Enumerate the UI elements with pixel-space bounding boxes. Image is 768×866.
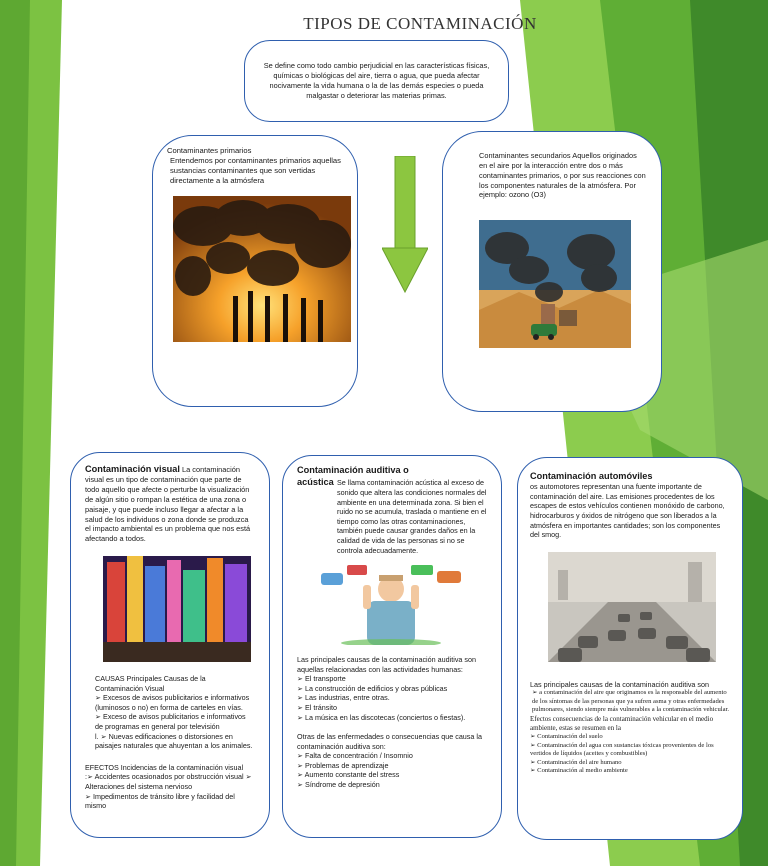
definition-text: Se define como todo cambio perjudicial en las características físicas, químicas o biológicas del aire, tierra o agua, que pueda afectar nocivamente la vida humana o la de las demás especies o pueda malgastar o deteriorar las materias primas. [263, 61, 490, 100]
visual-effects-title: EFECTOS Incidencias de la contaminación visual [85, 762, 244, 772]
visual-pollution-intro: La contaminación visual es un tipo de contaminación que parte de todo aquello que afecte o perturbe la visualización de algún sitio o rompan la estética de una zona o paisaje, y que puede incluso llegar a afectar a la salud de los individuos o zona donde se produzca el impacto ambiental es un problema que nos está afectando a todos. [85, 465, 251, 544]
secondary-pollutants-text: Contaminantes secundarios Aquellos originados en el aire por la interacción entre dos o más contaminantes primarios, o por sus reacciones con los componentes naturales de la atmósfera. Por ejemplo: ozono (O3) [479, 151, 646, 200]
visual-intro-block [85, 463, 255, 544]
list-item: ➢ La construcción de edificios y obras públicas [297, 683, 448, 693]
page-title: TIPOS DE CONTAMINACIÓN [303, 14, 537, 33]
visual-pollution-box [70, 452, 270, 838]
visual-causes-title: CAUSAS Principales Causas de la Contaminación Visual [95, 674, 206, 693]
noise-pollution-title: Contaminación auditiva o acústica [297, 465, 409, 488]
list-item: ➢ Contaminación al medio ambiente [530, 767, 628, 775]
primary-pollutants-title: Contaminantes primarios [167, 146, 252, 155]
vehicle-pollution-intro: os automotores representan una fuente importante de contaminación del aire. Las emisiones procedentes de los escapes de estos vehículos contienen monóxido de carbono, hidrocarburos y óxidos de nitrógeno que son liberados a la atmósfera en importantes cantidades; son los componentes del smog. [530, 482, 725, 540]
definition-box [244, 40, 509, 122]
vehicle-pollution-box [517, 457, 743, 840]
list-item: ➢ Excesos de avisos publicitarios e informativos (luminosos o no) en forma de carteles en vías. [95, 693, 250, 712]
list-item: ➢ El transporte [297, 674, 346, 684]
list-item: ➢ Exceso de avisos publicitarios e informativos de programas en general por televisión [95, 712, 246, 732]
visual-causes-block [85, 674, 255, 751]
list-item: ➢ El tránsito [297, 702, 337, 712]
list-item: ➢ La música en las discotecas (conciertos o fiestas). [297, 712, 466, 722]
list-item: :➢ Accidentes ocasionados por obstrucción visual ➢ Alteraciones del sistema nervioso [85, 772, 252, 791]
list-item: ➢ Contaminación del suelo [530, 733, 603, 741]
noise-man-illustration [317, 563, 465, 645]
list-item: ➢ Contaminación del aire humano [530, 758, 622, 766]
vehicle-causes-title: Las principales causas de la contaminación auditiva son [530, 679, 709, 689]
list-item: ➢ Aumento constante del stress [297, 770, 400, 780]
list-item: ➢ Contaminación del agua con sustancias tóxicas provenientes de los vertidos de líquidos (aceites y combustibles) [530, 741, 714, 758]
down-arrow-icon [382, 156, 428, 294]
factory-smoke-image [173, 196, 351, 342]
visual-pollution-title: Contaminación visual [85, 464, 180, 474]
list-item: ➢ Síndrome de depresión [297, 780, 380, 790]
city-billboards-image [103, 556, 251, 662]
list-item: l. ➢ Nuevas edificaciones o distorsiones en paisajes naturales que ahuyentan a los animales. [95, 731, 253, 751]
noise-causes-block [297, 655, 487, 722]
list-item: ➢ Falta de concentración / Insomnio [297, 751, 413, 761]
vehicle-effects-title: Efectos consecuencias de la contaminación vehicular en el medio ambiente, estas se resumen en la [530, 714, 714, 733]
smog-traffic-image [548, 552, 716, 662]
vehicle-pollution-title: Contaminación automóviles [530, 471, 653, 481]
secondary-pollutants-box [442, 131, 662, 412]
primary-pollutants-box [152, 135, 358, 407]
noise-causes-title: Las principales causas de la contaminación auditiva son aquellas relacionadas con las actividades humanas: [297, 655, 476, 674]
noise-pollution-intro: Se llama contaminación acústica al exceso de sonido que altera las condiciones normales del ambiente en una determinada zona. Si bien el ruido no se acumula, traslada o mantiene en el tiempo como las otras contaminaciones, también puede causar grandes daños en la calidad de vida de las personas si no se controla adecuadamente. [337, 478, 487, 555]
list-item: ➢ Problemas de aprendizaje [297, 760, 389, 770]
list-item: ➢ Las industrias, entre otras. [297, 693, 390, 703]
noise-effects-title: Otras de las enfermedades o consecuencias que causa la contaminación auditiva son: [297, 732, 482, 751]
noise-pollution-box [282, 455, 502, 838]
list-item: ➢ Impedimentos de tránsito libre y facilidad del mismo [85, 791, 235, 811]
secondary-pollution-illustration [479, 220, 631, 348]
list-item: ➢ a contaminación del aire que originamos es la responsable del aumento de los síntomas de las personas que ya sufren asma y otras enfermedades pulmonares, siendo siempre más vulnerables a la contaminación vehicular. [532, 689, 730, 714]
noise-effects-block [297, 732, 487, 789]
visual-effects-block [85, 763, 255, 811]
primary-pollutants-text: Entendemos por contaminantes primarios aquellas sustancias contaminantes que son vertidas directamente a la atmósfera [170, 156, 341, 186]
